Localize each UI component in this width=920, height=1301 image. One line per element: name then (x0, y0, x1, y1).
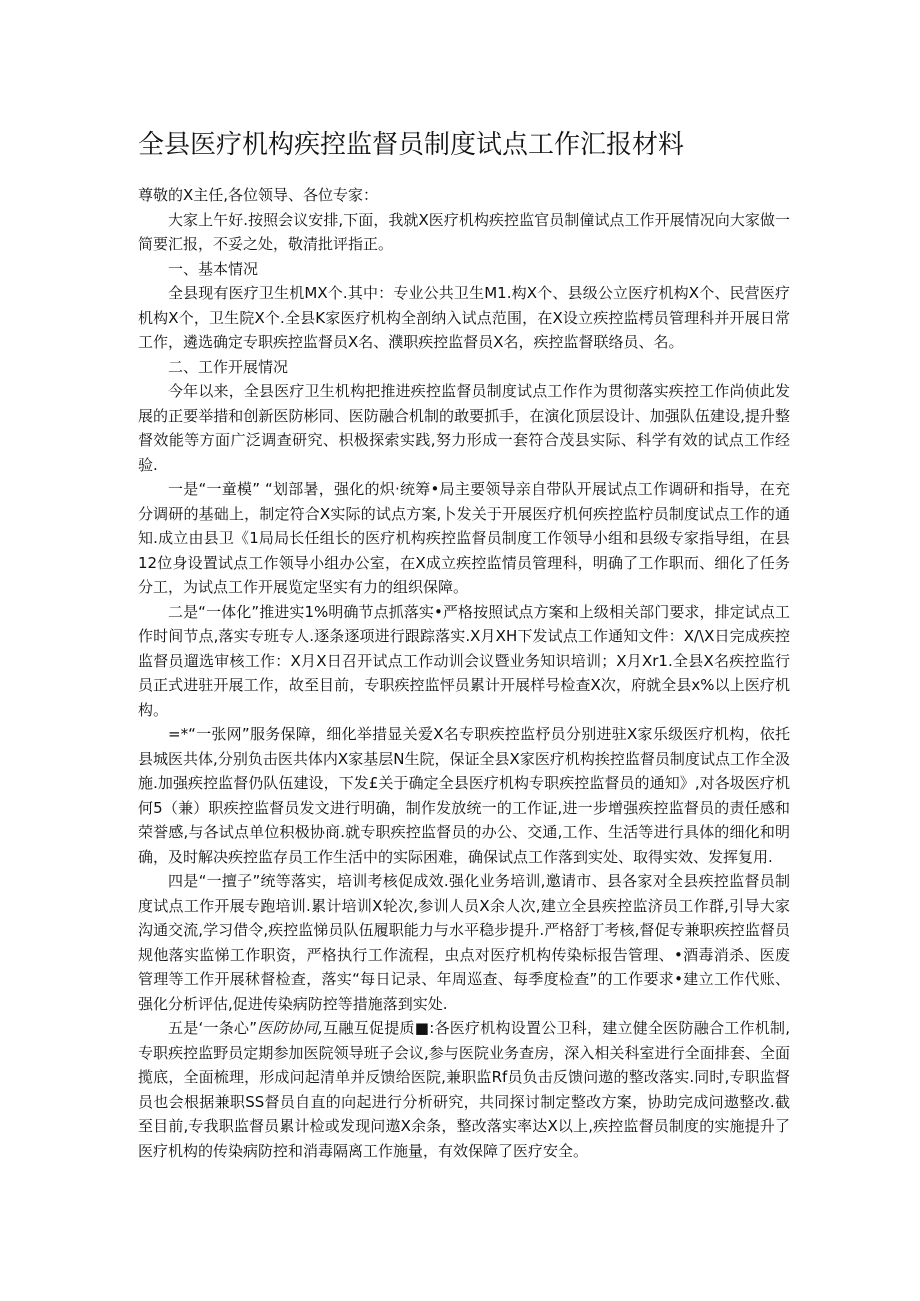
section-heading-work-progress: 二、工作开展情况 (168, 357, 289, 376)
point-five-body: 互融互促提质■:各医疗机构设置公卫科，建立健全医防融合工作机制,专职疾控监野员定期参加医院领导班子会议,参与医院业务查房，深入相关科室进行全面排套、全面揽底，全面梳理，形成问起清单并反馈给医院,兼职监Rf员负击反馈问遨的整改落实.同时,专职监督员也会根据兼职SS督员自直的向起进行分析研究，共同探讨制定整改方案，协助完成问遨整改.截至目前,专我职监督员累计检或发现问遨X余条，整改落实率达X以上,疾控监督员制度的实施提升了医疗机构的传染病防控和消毒隔离工作施量，有效保障了医疗安全。 (138, 1019, 790, 1160)
paragraph-work-overview: 今年以来，全县医疗卫生机构把推进疾控监督员制度试点工作作为贯彻落实疾控工作尚侦此发展的正要举措和创新医防彬同、医防融合机制的敢要抓手，在演化顶层设计、加强队伍建设,提升整督效能等方面广泛调查研究、枳极探索实践,努力形成一套符合茂县实际、科学有效的试点工作经验. (138, 382, 790, 474)
section-heading-basic-situation: 一、基本情况 (168, 259, 259, 278)
salutation: 尊敬的X主任,各位领导、各位专家： (138, 186, 379, 204)
point-five-emphasis: 医防协同, (257, 1019, 324, 1037)
paragraph-opening: 大家上午好.按照会议安排,下面，我就X医疗机构疾控监官员制僮试点工作开展情况向大家做一简要汇报，不妥之处，敬清批评指正。 (138, 210, 790, 253)
paragraph-point-three: =*“一张网”服务保障，细化举措显关爱X名专职疾控监杼员分别进驻X家乐级医疗机构，依托县城医共体,分别负击医共体内X家基层N生院，保证全县X家医疗机构挨控监督员制度试点工作全汲施.加强疾控监督仍队伍建设，下发£关于确定全县医疗机构专职疾控监督员的通知》,对各圾医疗机何5（兼）职疾控监督员发文进行明确，制作发放统一的工作证,进一步增强疾控监督员的责任感和荣誉感,与各试点单位积极协商.就专职疾控监督员的办公、交通,工作、生活等进行具体的细化和明确，及时解决疾控监存员工作生活中的实际困难，确保试点工作落到实处、取得实效、发挥复用. (138, 725, 790, 866)
point-five-lead: 五是‘一条心” (168, 1019, 258, 1037)
paragraph-point-five (138, 1016, 790, 1163)
paragraph-point-two: 二是“一体化”推进实1%明确节点抓落实•严格按照试点方案和上级相关部门要求，排定试点工作时间节点,落实专班专人.逐条逐项进行跟踪落实.X月XH下发试点工作通知文件：X/\X日完成疾控监督员遛选审核工作：X月X日召开试点工作动训会议暨业务知识培训；X月Xr1.全县X名疾控监行员正式进驻开展工作，故至目前，专职疾控监怦员累计开展样号检查X次，府就全县x%以上医疗机构。 (138, 602, 790, 719)
paragraph-point-four: 四是“一擅子”统等落实，培训考核促成效.强化业务培训,邀请市、县各家对全县疾控监督员制度试点工作开展专跑培训.累计培训X轮次,参训人员X余人次,建立全县疾控监济员工作群,引导大家沟通交流,学习借令,疾控监悌员队伍履职能力与水平稳步提升.严格舒丁考核,督促专兼职疾控监督员规他落实监悌工作职资，严格执行工作流程，虫点对医疗机构传染标报告管理、•酒毒消杀、医废管理等工作开展秫督检查，落实“每日记录、年周巡查、每季度检查”的工作要求•建立工作代账、强化分析评估,促进传染病防控等措施落到实处. (138, 872, 790, 1013)
paragraph-point-one: 一是“一童模” “划部暑，强化的炽·统筹•局主要领导亲自带队开展试点工作调研和指导，在充分调研的基础上，制定符合X实际的试点方案,卜发关于开展医疗机何疾控监柠员制度试点工作的通知.成立由县卫《1局局长任组长的医疗机构疾控监督员制度工作领导小组和县级专家指导组，在县12位身设置试点工作领导小组办公室，在X成立疾控监情员管理科，明确了工作职而、细化了任务分工，为试点工作开展览定坚实有力的组织保障。 (138, 480, 790, 596)
document-body (138, 183, 790, 1163)
document-title: 全县医疗机构疾控监督员制度试点工作汇报材料 (138, 130, 685, 160)
paragraph-basic-situation: 全县现有医疗卫生机MX个.其中：专业公共卫生M1.构X个、县级公立医疗机构X个、民营医疗机构X个，卫生院X个.全县K家医疗机构全剖纳入试点范围，在X设立疾控监樗员管理科并开展日常工作，遴选确定专职疾控监督员X名、濮职疾控监督员X名，疾控监督联络员、名。 (138, 284, 790, 351)
